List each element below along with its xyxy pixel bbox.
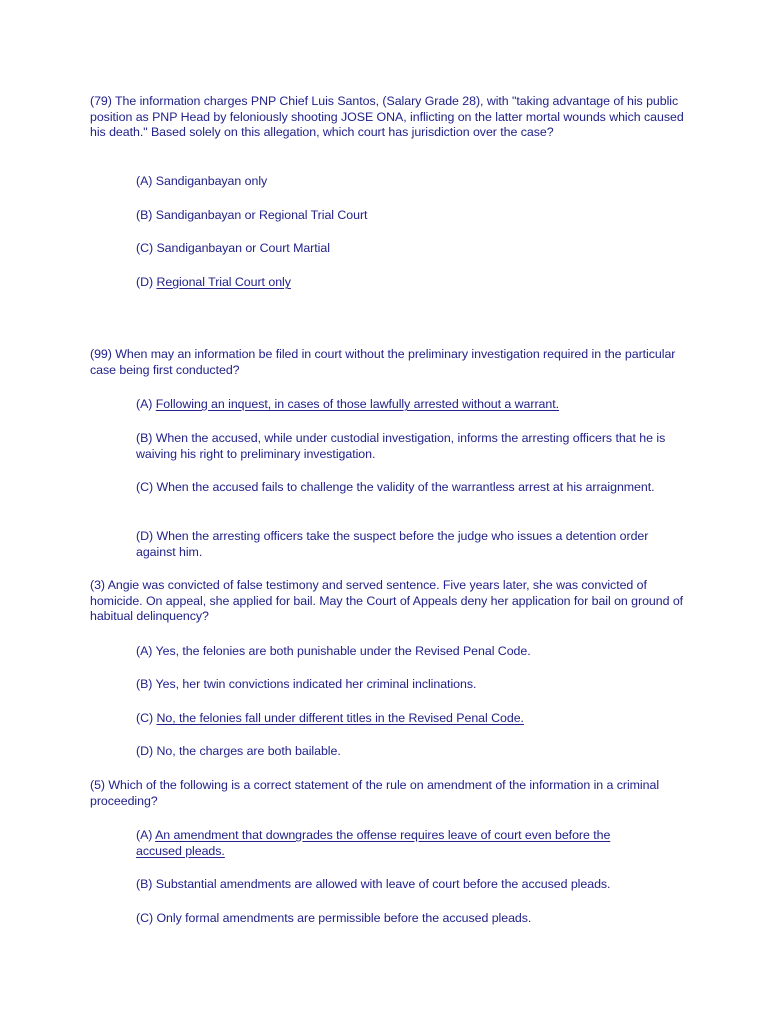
question-99-option-c (136, 480, 688, 496)
option-label: (C) (136, 711, 157, 725)
question-3-stem: (3) Angie was convicted of false testimony and served sentence. Five years later, she was convicted of homicide. On appeal, she applied for bail. May the Court of Appeals deny her application for bail on ground of habitual delinquency? (90, 578, 684, 623)
document-page (90, 94, 700, 925)
option-label: (B) (136, 431, 156, 445)
option-text: When the accused, while under custodial investigation, informs the arresting officers that he is waiving his right to preliminary investigation. (136, 431, 666, 461)
question-99-option-b (136, 431, 688, 462)
question-5-option-a (136, 828, 656, 859)
option-text: Yes, the felonies are both punishable under the Revised Penal Code. (155, 644, 531, 658)
option-text: No, the charges are both bailable. (156, 744, 341, 758)
question-99-option-d (136, 529, 688, 560)
question-79-option-a (136, 174, 688, 190)
option-label: (D) (136, 275, 157, 289)
option-label: (A) (136, 174, 156, 188)
option-text: Only formal amendments are permissible before the accused pleads. (156, 911, 532, 925)
question-99-stem: (99) When may an information be filed in court without the preliminary investigation required in the particular case being first conducted? (90, 347, 676, 377)
option-label: (B) (136, 677, 156, 691)
question-79-stem: (79) The information charges PNP Chief Luis Santos, (Salary Grade 28), with "taking advantage of his public position as PNP Head by feloniously shooting JOSE ONA, inflicting on the latter mortal wounds which caused his death." Based solely on this allegation, which court has jurisdiction over the case? (90, 94, 684, 139)
option-label: (C) (136, 480, 157, 494)
option-label: (D) (136, 744, 157, 758)
option-label: (A) (136, 644, 156, 658)
question-3-option-d (136, 744, 688, 760)
option-label: (A) (136, 397, 156, 411)
question-3-option-a (136, 644, 688, 660)
option-text-correct-answer: No, the felonies fall under different titles in the Revised Penal Code. (156, 711, 524, 725)
option-text: When the arresting officers take the suspect before the judge who issues a detention order against him. (136, 529, 649, 559)
option-text: Yes, her twin convictions indicated her criminal inclinations. (155, 677, 477, 691)
question-79-option-b (136, 208, 688, 224)
question-3-option-b (136, 677, 688, 693)
option-text: Substantial amendments are allowed with leave of court before the accused pleads. (155, 877, 611, 891)
option-text: Sandiganbayan or Court Martial (156, 241, 330, 255)
option-label: (C) (136, 241, 157, 255)
option-label: (B) (136, 877, 156, 891)
question-5-option-b (136, 877, 688, 893)
option-text-correct-answer: Following an inquest, in cases of those lawfully arrested without a warrant. (155, 397, 560, 411)
option-label: (D) (136, 529, 157, 543)
option-label: (A) (136, 828, 156, 842)
question-3-option-c (136, 711, 688, 727)
option-label: (B) (136, 208, 156, 222)
option-text-correct-answer: Regional Trial Court only (156, 275, 291, 289)
option-label: (C) (136, 911, 157, 925)
option-text-correct-answer: An amendment that downgrades the offense requires leave of court even before the accused pleads. (136, 828, 611, 858)
option-text: Sandiganbayan or Regional Trial Court (155, 208, 368, 222)
question-99-option-a (136, 397, 688, 413)
option-text: When the accused fails to challenge the validity of the warrantless arrest at his arraignment. (156, 480, 655, 494)
question-5-option-c (136, 911, 688, 927)
question-5-stem: (5) Which of the following is a correct statement of the rule on amendment of the information in a criminal proceeding? (90, 778, 660, 808)
question-79-option-d (136, 275, 688, 291)
question-79-option-c (136, 241, 688, 257)
option-text: Sandiganbayan only (155, 174, 268, 188)
